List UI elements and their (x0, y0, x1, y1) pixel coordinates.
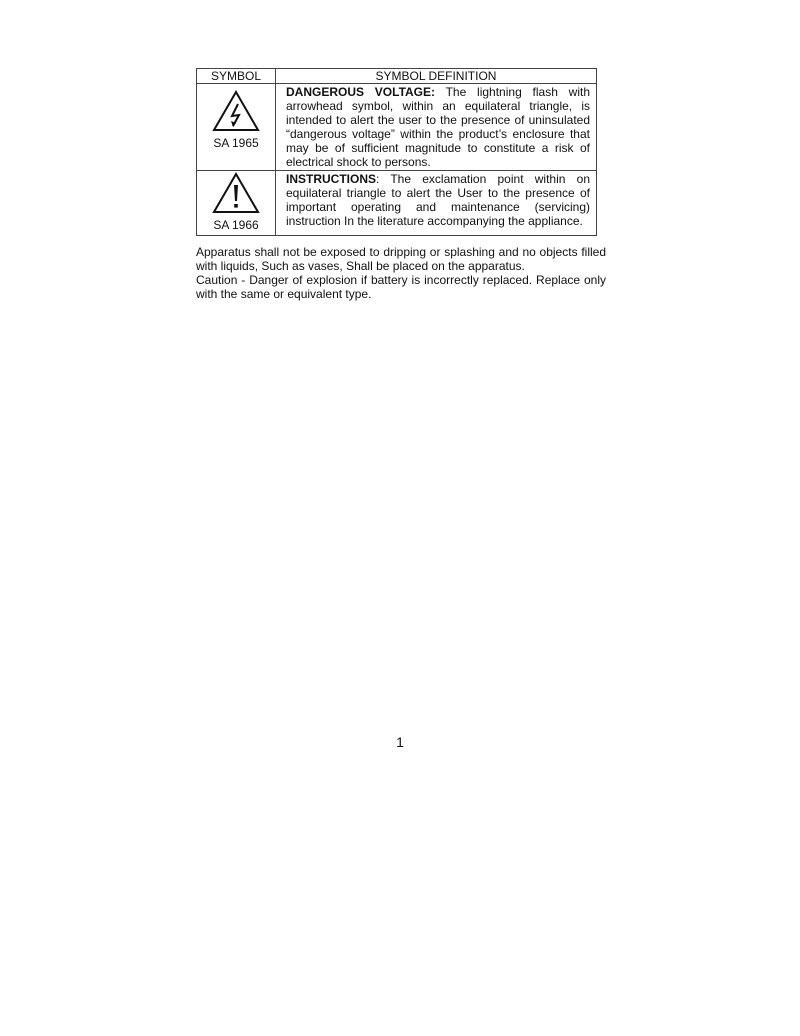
definition-column-header: SYMBOL DEFINITION (276, 69, 597, 84)
table-row (197, 84, 597, 171)
page-number: 1 (396, 734, 404, 750)
document-page (196, 68, 606, 301)
table-header-row (197, 69, 597, 84)
symbol-column-header: SYMBOL (197, 69, 276, 84)
definition-cell (276, 84, 597, 171)
definition-term: INSTRUCTIONS (286, 172, 376, 186)
lightning-triangle-icon (212, 90, 260, 132)
exclamation-triangle-icon (212, 172, 260, 214)
definition-text: : The exclamation point within on equilateral triangle to alert the User to the presence of important operating and maintenance (servicing) instruction In the literature accompanying the appliance. (286, 172, 590, 228)
symbol-cell (197, 84, 276, 171)
symbol-code: SA 1966 (213, 218, 259, 232)
table-row (197, 171, 597, 236)
definition-text: The lightning flash with arrowhead symbol, within an equilateral triangle, is intended to alert the user to the presence of uninsulated “dangerous voltage” within the product’s enclosure that may be of sufficient magnitude to constitute a risk of electrical shock to persons. (286, 85, 591, 169)
dripping-warning: Apparatus shall not be exposed to dripping or splashing and no objects filled with liquids, Such as vases, Shall be placed on the apparatus. (196, 245, 606, 273)
symbol-table (196, 68, 597, 236)
definition-cell (276, 171, 597, 236)
battery-caution: Caution - Danger of explosion if battery is incorrectly replaced. Replace only with the same or equivalent type. (196, 273, 606, 301)
definition-term: DANGEROUS VOLTAGE: (286, 85, 436, 99)
safety-notes (196, 245, 606, 301)
symbol-code: SA 1965 (213, 136, 259, 150)
symbol-cell (197, 171, 276, 236)
